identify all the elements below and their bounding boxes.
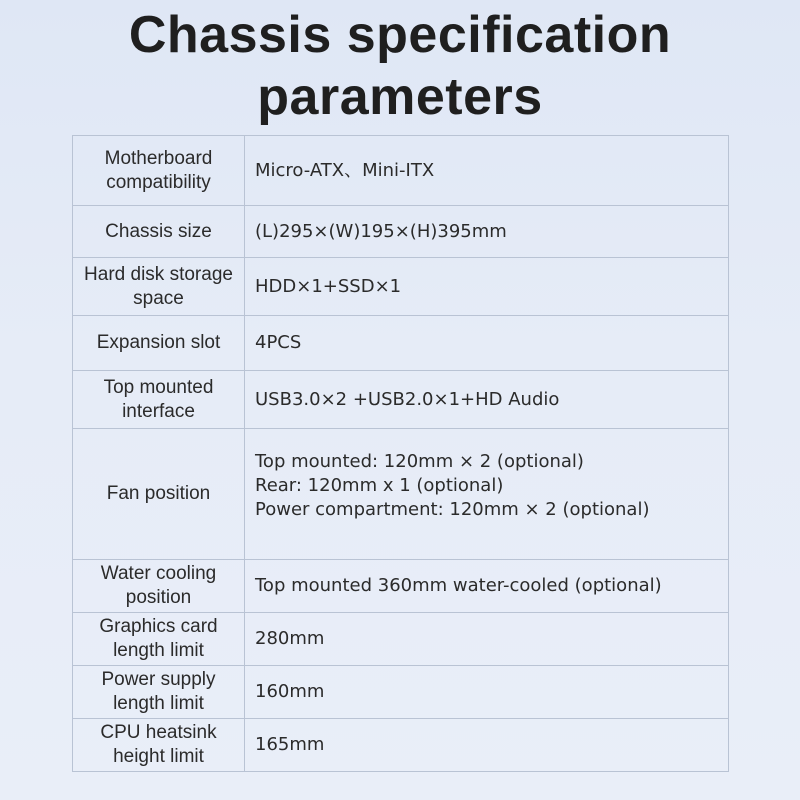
table-row	[73, 258, 729, 316]
table-row	[73, 371, 729, 429]
spec-value-chassis-size: (L)295×(W)195×(H)395mm	[245, 206, 729, 258]
fan-position-line: Rear: 120mm x 1 (optional)	[255, 475, 504, 496]
spec-value-fan-position	[245, 429, 729, 560]
spec-value-water-cooling: Top mounted 360mm water-cooled (optional)	[245, 560, 729, 613]
fan-position-line: Power compartment: 120mm × 2 (optional)	[255, 499, 650, 520]
table-row	[73, 666, 729, 719]
page-title-line-2: parameters	[257, 68, 543, 126]
spec-value-power-supply: 160mm	[245, 666, 729, 719]
spec-label-chassis-size: Chassis size	[73, 206, 245, 258]
spec-value-cpu-heatsink: 165mm	[245, 719, 729, 772]
spec-value-expansion-slot: 4PCS	[245, 316, 729, 371]
table-row	[73, 136, 729, 206]
table-row	[73, 613, 729, 666]
spec-value-motherboard: Micro-ATX、Mini-ITX	[245, 136, 729, 206]
spec-label-expansion-slot: Expansion slot	[73, 316, 245, 371]
table-row	[73, 560, 729, 613]
page-title-line-1: Chassis specification	[128, 6, 672, 64]
spec-label-fan-position: Fan position	[73, 429, 245, 560]
spec-label-graphics-card: Graphics card length limit	[73, 613, 245, 666]
table-row	[73, 719, 729, 772]
table-row	[73, 206, 729, 258]
spec-label-cpu-heatsink: CPU heatsink height limit	[73, 719, 245, 772]
spec-label-power-supply: Power supply length limit	[73, 666, 245, 719]
spec-label-top-interface: Top mounted interface	[73, 371, 245, 429]
spec-label-motherboard: Motherboard compatibility	[73, 136, 245, 206]
spec-table	[72, 135, 729, 772]
spec-label-water-cooling: Water cooling position	[73, 560, 245, 613]
spec-value-graphics-card: 280mm	[245, 613, 729, 666]
table-row	[73, 316, 729, 371]
spec-value-storage: HDD×1+SSD×1	[245, 258, 729, 316]
fan-position-line: Top mounted: 120mm × 2 (optional)	[255, 451, 584, 472]
spec-label-storage: Hard disk storage space	[73, 258, 245, 316]
page-title	[0, 4, 800, 128]
spec-value-top-interface: USB3.0×2 +USB2.0×1+HD Audio	[245, 371, 729, 429]
table-row	[73, 429, 729, 560]
